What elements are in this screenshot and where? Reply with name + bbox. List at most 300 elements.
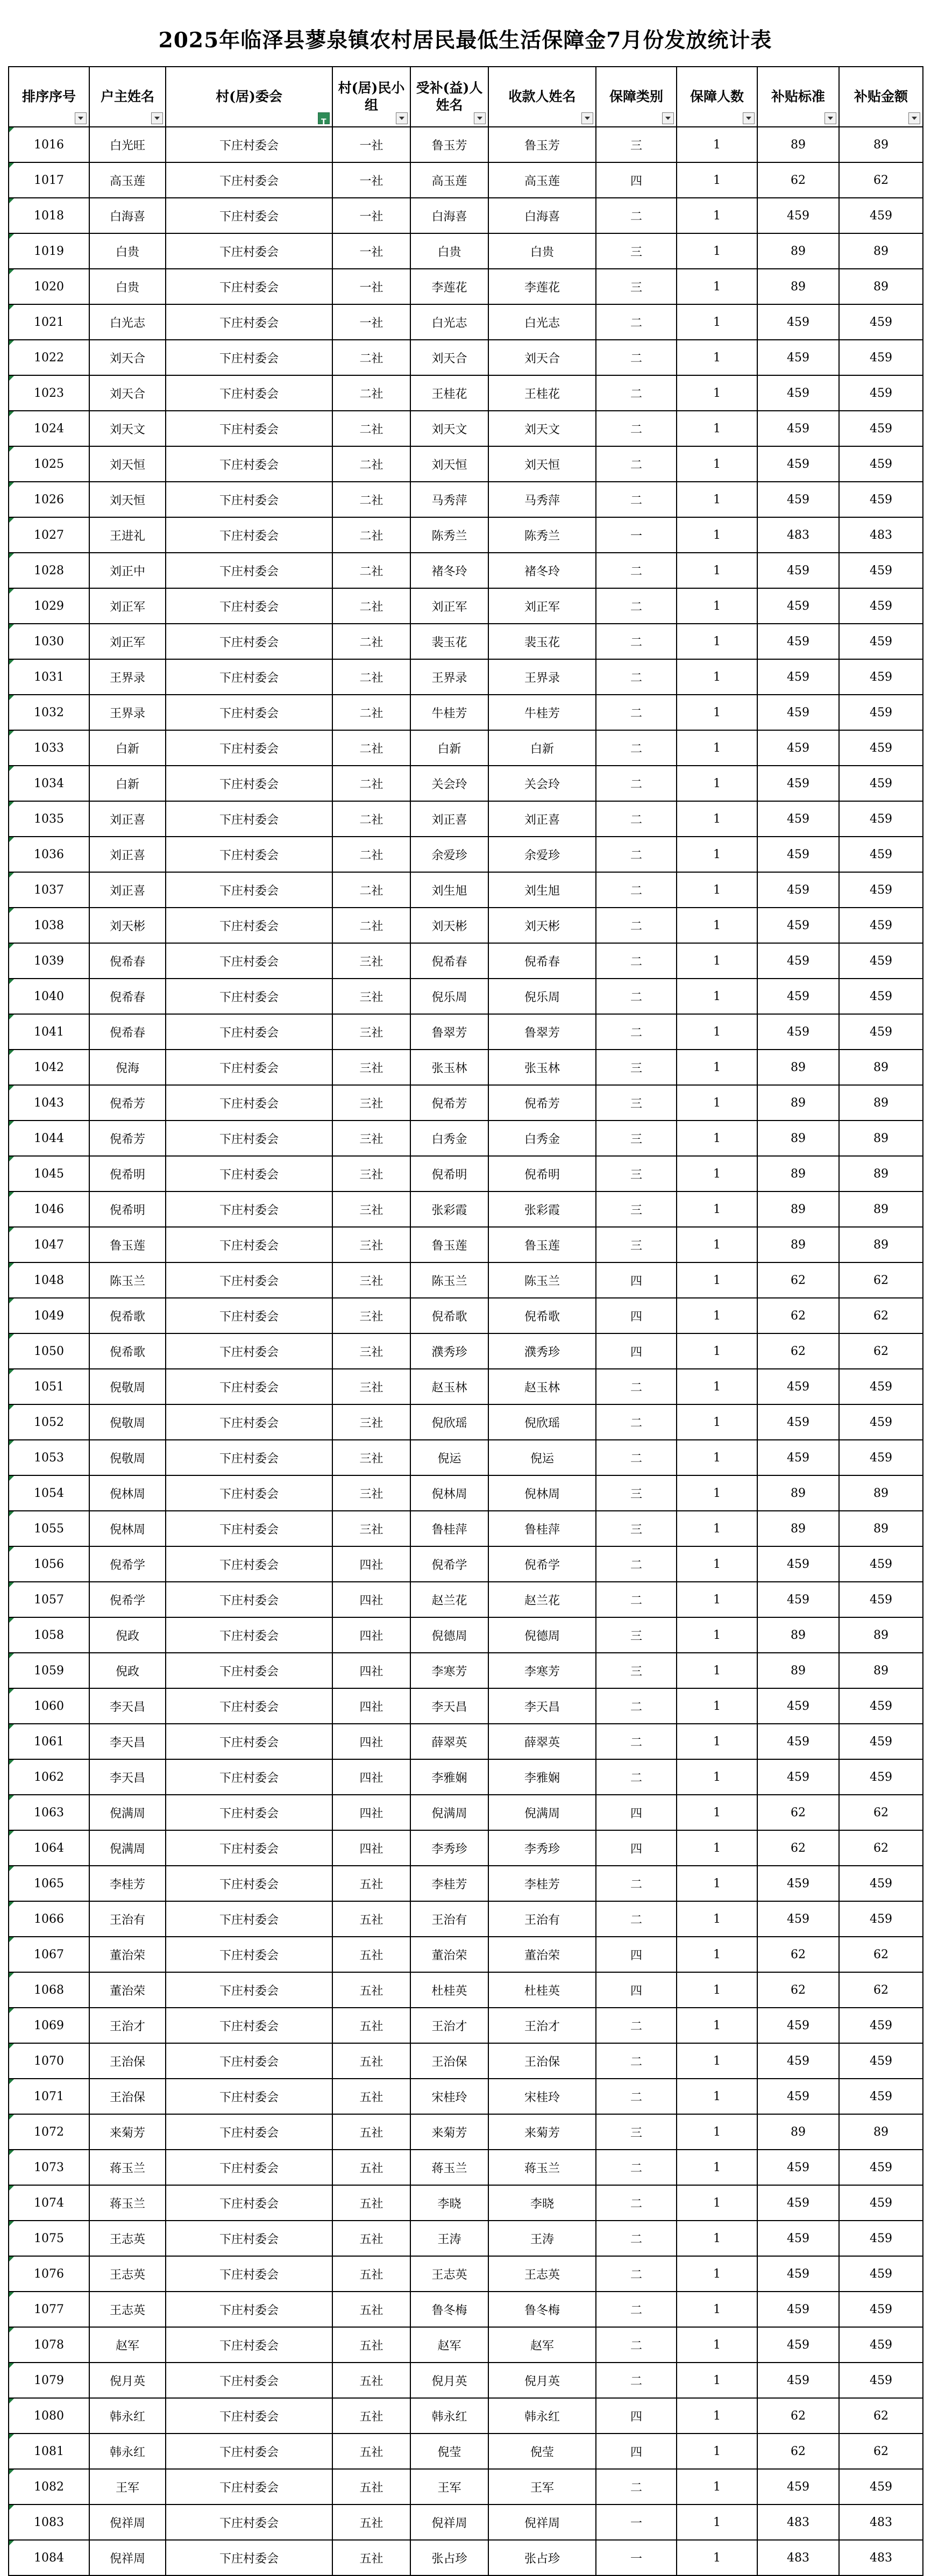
cell-amount[interactable] bbox=[839, 837, 923, 872]
cell-group[interactable] bbox=[332, 446, 410, 482]
cell-seq[interactable] bbox=[9, 1050, 89, 1085]
cell-seq[interactable] bbox=[9, 340, 89, 375]
cell-amount[interactable] bbox=[839, 2540, 923, 2575]
cell-standard[interactable] bbox=[757, 375, 839, 411]
cell-payee[interactable] bbox=[488, 2114, 596, 2150]
cell-payee[interactable] bbox=[488, 1404, 596, 1440]
cell-standard[interactable] bbox=[757, 1724, 839, 1759]
cell-category[interactable] bbox=[596, 2292, 677, 2327]
cell-householder[interactable] bbox=[89, 1050, 166, 1085]
cell-beneficiary[interactable] bbox=[410, 1440, 488, 1475]
cell-payee[interactable] bbox=[488, 2043, 596, 2079]
cell-payee[interactable] bbox=[488, 1333, 596, 1369]
cell-payee[interactable] bbox=[488, 2434, 596, 2469]
cell-householder[interactable] bbox=[89, 872, 166, 908]
cell-group[interactable] bbox=[332, 375, 410, 411]
cell-category[interactable] bbox=[596, 624, 677, 659]
cell-persons[interactable] bbox=[677, 2221, 757, 2256]
cell-payee[interactable] bbox=[488, 2292, 596, 2327]
cell-amount[interactable] bbox=[839, 1546, 923, 1582]
cell-householder[interactable] bbox=[89, 1546, 166, 1582]
cell-payee[interactable] bbox=[488, 943, 596, 979]
cell-beneficiary[interactable] bbox=[410, 872, 488, 908]
cell-beneficiary[interactable] bbox=[410, 659, 488, 695]
cell-beneficiary[interactable] bbox=[410, 1724, 488, 1759]
cell-persons[interactable] bbox=[677, 908, 757, 943]
cell-group[interactable] bbox=[332, 837, 410, 872]
cell-beneficiary[interactable] bbox=[410, 1972, 488, 2008]
cell-category[interactable] bbox=[596, 695, 677, 730]
cell-standard[interactable] bbox=[757, 2398, 839, 2434]
cell-householder[interactable] bbox=[89, 801, 166, 837]
cell-householder[interactable] bbox=[89, 766, 166, 801]
cell-payee[interactable] bbox=[488, 872, 596, 908]
cell-beneficiary[interactable] bbox=[410, 375, 488, 411]
cell-seq[interactable] bbox=[9, 1582, 89, 1617]
cell-category[interactable] bbox=[596, 553, 677, 588]
cell-group[interactable] bbox=[332, 1404, 410, 1440]
cell-seq[interactable] bbox=[9, 1511, 89, 1546]
cell-persons[interactable] bbox=[677, 1866, 757, 1901]
cell-persons[interactable] bbox=[677, 517, 757, 553]
cell-payee[interactable] bbox=[488, 1050, 596, 1085]
cell-group[interactable] bbox=[332, 411, 410, 446]
cell-persons[interactable] bbox=[677, 2363, 757, 2398]
cell-householder[interactable] bbox=[89, 624, 166, 659]
cell-payee[interactable] bbox=[488, 1582, 596, 1617]
cell-beneficiary[interactable] bbox=[410, 979, 488, 1014]
cell-seq[interactable] bbox=[9, 2185, 89, 2221]
cell-householder[interactable] bbox=[89, 411, 166, 446]
cell-householder[interactable] bbox=[89, 2079, 166, 2114]
cell-beneficiary[interactable] bbox=[410, 482, 488, 517]
cell-standard[interactable] bbox=[757, 837, 839, 872]
cell-persons[interactable] bbox=[677, 2150, 757, 2185]
cell-seq[interactable] bbox=[9, 1085, 89, 1121]
cell-village[interactable] bbox=[166, 624, 332, 659]
cell-persons[interactable] bbox=[677, 801, 757, 837]
cell-group[interactable] bbox=[332, 1937, 410, 1972]
cell-seq[interactable] bbox=[9, 1724, 89, 1759]
cell-seq[interactable] bbox=[9, 517, 89, 553]
cell-payee[interactable] bbox=[488, 1227, 596, 1262]
cell-group[interactable] bbox=[332, 1511, 410, 1546]
cell-group[interactable] bbox=[332, 872, 410, 908]
cell-persons[interactable] bbox=[677, 872, 757, 908]
cell-standard[interactable] bbox=[757, 517, 839, 553]
cell-persons[interactable] bbox=[677, 1014, 757, 1050]
cell-standard[interactable] bbox=[757, 2043, 839, 2079]
cell-village[interactable] bbox=[166, 1546, 332, 1582]
cell-payee[interactable] bbox=[488, 1191, 596, 1227]
cell-householder[interactable] bbox=[89, 1866, 166, 1901]
cell-amount[interactable] bbox=[839, 1617, 923, 1653]
cell-payee[interactable] bbox=[488, 411, 596, 446]
cell-seq[interactable] bbox=[9, 1227, 89, 1262]
cell-persons[interactable] bbox=[677, 2434, 757, 2469]
cell-category[interactable] bbox=[596, 1653, 677, 1688]
cell-amount[interactable] bbox=[839, 198, 923, 233]
cell-persons[interactable] bbox=[677, 2504, 757, 2540]
cell-payee[interactable] bbox=[488, 766, 596, 801]
cell-category[interactable] bbox=[596, 1972, 677, 2008]
cell-payee[interactable] bbox=[488, 837, 596, 872]
cell-householder[interactable] bbox=[89, 446, 166, 482]
cell-category[interactable] bbox=[596, 588, 677, 624]
cell-group[interactable] bbox=[332, 2256, 410, 2292]
cell-group[interactable] bbox=[332, 2114, 410, 2150]
cell-persons[interactable] bbox=[677, 2008, 757, 2043]
cell-seq[interactable] bbox=[9, 2079, 89, 2114]
cell-amount[interactable] bbox=[839, 2434, 923, 2469]
cell-standard[interactable] bbox=[757, 1369, 839, 1404]
cell-group[interactable] bbox=[332, 2540, 410, 2575]
cell-persons[interactable] bbox=[677, 340, 757, 375]
cell-persons[interactable] bbox=[677, 1050, 757, 1085]
cell-amount[interactable] bbox=[839, 695, 923, 730]
cell-standard[interactable] bbox=[757, 269, 839, 304]
cell-village[interactable] bbox=[166, 1014, 332, 1050]
cell-village[interactable] bbox=[166, 1901, 332, 1937]
cell-category[interactable] bbox=[596, 1014, 677, 1050]
cell-village[interactable] bbox=[166, 2043, 332, 2079]
cell-amount[interactable] bbox=[839, 1121, 923, 1156]
cell-village[interactable] bbox=[166, 304, 332, 340]
cell-category[interactable] bbox=[596, 659, 677, 695]
cell-payee[interactable] bbox=[488, 1759, 596, 1795]
cell-category[interactable] bbox=[596, 1262, 677, 1298]
cell-amount[interactable] bbox=[839, 2079, 923, 2114]
cell-payee[interactable] bbox=[488, 2221, 596, 2256]
cell-seq[interactable] bbox=[9, 1369, 89, 1404]
cell-householder[interactable] bbox=[89, 2256, 166, 2292]
cell-amount[interactable] bbox=[839, 1582, 923, 1617]
cell-standard[interactable] bbox=[757, 872, 839, 908]
cell-category[interactable] bbox=[596, 1369, 677, 1404]
cell-persons[interactable] bbox=[677, 943, 757, 979]
cell-group[interactable] bbox=[332, 979, 410, 1014]
cell-village[interactable] bbox=[166, 2398, 332, 2434]
cell-seq[interactable] bbox=[9, 482, 89, 517]
cell-amount[interactable] bbox=[839, 2256, 923, 2292]
cell-seq[interactable] bbox=[9, 2114, 89, 2150]
cell-village[interactable] bbox=[166, 2079, 332, 2114]
cell-householder[interactable] bbox=[89, 1688, 166, 1724]
cell-householder[interactable] bbox=[89, 1724, 166, 1759]
cell-payee[interactable] bbox=[488, 1156, 596, 1191]
cell-village[interactable] bbox=[166, 162, 332, 198]
cell-standard[interactable] bbox=[757, 1759, 839, 1795]
cell-beneficiary[interactable] bbox=[410, 1795, 488, 1830]
cell-category[interactable] bbox=[596, 1511, 677, 1546]
cell-group[interactable] bbox=[332, 2469, 410, 2504]
cell-beneficiary[interactable] bbox=[410, 2469, 488, 2504]
filter-dropdown-icon[interactable] bbox=[396, 112, 408, 124]
cell-seq[interactable] bbox=[9, 2221, 89, 2256]
cell-village[interactable] bbox=[166, 1511, 332, 1546]
cell-payee[interactable] bbox=[488, 801, 596, 837]
cell-group[interactable] bbox=[332, 1369, 410, 1404]
cell-group[interactable] bbox=[332, 1262, 410, 1298]
cell-householder[interactable] bbox=[89, 553, 166, 588]
cell-village[interactable] bbox=[166, 1759, 332, 1795]
cell-seq[interactable] bbox=[9, 1404, 89, 1440]
cell-village[interactable] bbox=[166, 2150, 332, 2185]
cell-amount[interactable] bbox=[839, 979, 923, 1014]
cell-persons[interactable] bbox=[677, 2292, 757, 2327]
cell-amount[interactable] bbox=[839, 1014, 923, 1050]
cell-standard[interactable] bbox=[757, 1404, 839, 1440]
cell-standard[interactable] bbox=[757, 1191, 839, 1227]
cell-seq[interactable] bbox=[9, 1440, 89, 1475]
cell-householder[interactable] bbox=[89, 1937, 166, 1972]
cell-persons[interactable] bbox=[677, 1688, 757, 1724]
cell-payee[interactable] bbox=[488, 2185, 596, 2221]
cell-category[interactable] bbox=[596, 411, 677, 446]
cell-amount[interactable] bbox=[839, 801, 923, 837]
cell-amount[interactable] bbox=[839, 482, 923, 517]
cell-amount[interactable] bbox=[839, 588, 923, 624]
cell-householder[interactable] bbox=[89, 1795, 166, 1830]
cell-group[interactable] bbox=[332, 1121, 410, 1156]
cell-seq[interactable] bbox=[9, 1014, 89, 1050]
cell-village[interactable] bbox=[166, 2469, 332, 2504]
cell-persons[interactable] bbox=[677, 269, 757, 304]
cell-category[interactable] bbox=[596, 1582, 677, 1617]
cell-group[interactable] bbox=[332, 2079, 410, 2114]
cell-category[interactable] bbox=[596, 2434, 677, 2469]
cell-group[interactable] bbox=[332, 1014, 410, 1050]
cell-amount[interactable] bbox=[839, 1475, 923, 1511]
cell-village[interactable] bbox=[166, 2363, 332, 2398]
cell-payee[interactable] bbox=[488, 1262, 596, 1298]
cell-payee[interactable] bbox=[488, 2363, 596, 2398]
cell-amount[interactable] bbox=[839, 1191, 923, 1227]
cell-payee[interactable] bbox=[488, 2150, 596, 2185]
cell-amount[interactable] bbox=[839, 2043, 923, 2079]
cell-amount[interactable] bbox=[839, 1901, 923, 1937]
cell-payee[interactable] bbox=[488, 127, 596, 162]
cell-amount[interactable] bbox=[839, 1759, 923, 1795]
cell-seq[interactable] bbox=[9, 943, 89, 979]
cell-group[interactable] bbox=[332, 730, 410, 766]
cell-standard[interactable] bbox=[757, 695, 839, 730]
cell-standard[interactable] bbox=[757, 2363, 839, 2398]
cell-village[interactable] bbox=[166, 340, 332, 375]
cell-category[interactable] bbox=[596, 1050, 677, 1085]
cell-persons[interactable] bbox=[677, 1227, 757, 1262]
cell-standard[interactable] bbox=[757, 1511, 839, 1546]
cell-seq[interactable] bbox=[9, 2469, 89, 2504]
cell-category[interactable] bbox=[596, 233, 677, 269]
cell-payee[interactable] bbox=[488, 1688, 596, 1724]
cell-group[interactable] bbox=[332, 624, 410, 659]
cell-persons[interactable] bbox=[677, 1582, 757, 1617]
cell-category[interactable] bbox=[596, 2079, 677, 2114]
cell-amount[interactable] bbox=[839, 1085, 923, 1121]
cell-beneficiary[interactable] bbox=[410, 2363, 488, 2398]
cell-householder[interactable] bbox=[89, 2504, 166, 2540]
cell-village[interactable] bbox=[166, 1333, 332, 1369]
cell-seq[interactable] bbox=[9, 1333, 89, 1369]
cell-payee[interactable] bbox=[488, 979, 596, 1014]
filter-dropdown-icon[interactable] bbox=[662, 112, 674, 124]
cell-payee[interactable] bbox=[488, 1830, 596, 1866]
cell-beneficiary[interactable] bbox=[410, 1546, 488, 1582]
cell-beneficiary[interactable] bbox=[410, 1937, 488, 1972]
cell-standard[interactable] bbox=[757, 1262, 839, 1298]
cell-category[interactable] bbox=[596, 1546, 677, 1582]
cell-category[interactable] bbox=[596, 837, 677, 872]
cell-payee[interactable] bbox=[488, 1546, 596, 1582]
cell-householder[interactable] bbox=[89, 1440, 166, 1475]
cell-standard[interactable] bbox=[757, 2185, 839, 2221]
cell-beneficiary[interactable] bbox=[410, 517, 488, 553]
cell-persons[interactable] bbox=[677, 1156, 757, 1191]
cell-persons[interactable] bbox=[677, 1901, 757, 1937]
cell-persons[interactable] bbox=[677, 2469, 757, 2504]
cell-beneficiary[interactable] bbox=[410, 1014, 488, 1050]
cell-amount[interactable] bbox=[839, 908, 923, 943]
cell-category[interactable] bbox=[596, 1617, 677, 1653]
cell-group[interactable] bbox=[332, 198, 410, 233]
cell-payee[interactable] bbox=[488, 2008, 596, 2043]
cell-village[interactable] bbox=[166, 1866, 332, 1901]
cell-standard[interactable] bbox=[757, 553, 839, 588]
cell-standard[interactable] bbox=[757, 304, 839, 340]
cell-category[interactable] bbox=[596, 162, 677, 198]
cell-amount[interactable] bbox=[839, 1156, 923, 1191]
cell-persons[interactable] bbox=[677, 837, 757, 872]
cell-village[interactable] bbox=[166, 1369, 332, 1404]
cell-village[interactable] bbox=[166, 1972, 332, 2008]
cell-amount[interactable] bbox=[839, 375, 923, 411]
cell-amount[interactable] bbox=[839, 1866, 923, 1901]
cell-beneficiary[interactable] bbox=[410, 162, 488, 198]
cell-householder[interactable] bbox=[89, 1617, 166, 1653]
cell-seq[interactable] bbox=[9, 2363, 89, 2398]
cell-payee[interactable] bbox=[488, 1014, 596, 1050]
cell-group[interactable] bbox=[332, 588, 410, 624]
cell-seq[interactable] bbox=[9, 2292, 89, 2327]
cell-standard[interactable] bbox=[757, 1617, 839, 1653]
cell-category[interactable] bbox=[596, 269, 677, 304]
cell-village[interactable] bbox=[166, 1440, 332, 1475]
cell-group[interactable] bbox=[332, 1298, 410, 1333]
cell-category[interactable] bbox=[596, 482, 677, 517]
cell-payee[interactable] bbox=[488, 482, 596, 517]
cell-category[interactable] bbox=[596, 1688, 677, 1724]
cell-persons[interactable] bbox=[677, 304, 757, 340]
cell-village[interactable] bbox=[166, 730, 332, 766]
cell-householder[interactable] bbox=[89, 695, 166, 730]
cell-householder[interactable] bbox=[89, 588, 166, 624]
cell-group[interactable] bbox=[332, 1866, 410, 1901]
cell-persons[interactable] bbox=[677, 1546, 757, 1582]
cell-group[interactable] bbox=[332, 1475, 410, 1511]
cell-beneficiary[interactable] bbox=[410, 1582, 488, 1617]
cell-group[interactable] bbox=[332, 908, 410, 943]
cell-householder[interactable] bbox=[89, 1901, 166, 1937]
cell-village[interactable] bbox=[166, 375, 332, 411]
cell-householder[interactable] bbox=[89, 2008, 166, 2043]
cell-group[interactable] bbox=[332, 1227, 410, 1262]
cell-category[interactable] bbox=[596, 1759, 677, 1795]
cell-group[interactable] bbox=[332, 2292, 410, 2327]
cell-village[interactable] bbox=[166, 482, 332, 517]
cell-persons[interactable] bbox=[677, 624, 757, 659]
cell-beneficiary[interactable] bbox=[410, 2150, 488, 2185]
cell-householder[interactable] bbox=[89, 1830, 166, 1866]
cell-beneficiary[interactable] bbox=[410, 2114, 488, 2150]
cell-village[interactable] bbox=[166, 1050, 332, 1085]
cell-village[interactable] bbox=[166, 2504, 332, 2540]
cell-group[interactable] bbox=[332, 1688, 410, 1724]
cell-persons[interactable] bbox=[677, 1759, 757, 1795]
cell-village[interactable] bbox=[166, 588, 332, 624]
cell-seq[interactable] bbox=[9, 1617, 89, 1653]
cell-category[interactable] bbox=[596, 1724, 677, 1759]
cell-persons[interactable] bbox=[677, 2185, 757, 2221]
cell-village[interactable] bbox=[166, 1121, 332, 1156]
cell-householder[interactable] bbox=[89, 2114, 166, 2150]
cell-amount[interactable] bbox=[839, 446, 923, 482]
cell-beneficiary[interactable] bbox=[410, 1475, 488, 1511]
cell-group[interactable] bbox=[332, 2327, 410, 2363]
cell-seq[interactable] bbox=[9, 2398, 89, 2434]
cell-category[interactable] bbox=[596, 2185, 677, 2221]
cell-group[interactable] bbox=[332, 2008, 410, 2043]
cell-category[interactable] bbox=[596, 2398, 677, 2434]
cell-standard[interactable] bbox=[757, 1830, 839, 1866]
filter-dropdown-icon[interactable] bbox=[151, 112, 163, 124]
cell-persons[interactable] bbox=[677, 446, 757, 482]
cell-householder[interactable] bbox=[89, 1404, 166, 1440]
cell-category[interactable] bbox=[596, 872, 677, 908]
cell-persons[interactable] bbox=[677, 2114, 757, 2150]
cell-standard[interactable] bbox=[757, 1937, 839, 1972]
cell-seq[interactable] bbox=[9, 233, 89, 269]
cell-village[interactable] bbox=[166, 1475, 332, 1511]
cell-seq[interactable] bbox=[9, 1262, 89, 1298]
cell-persons[interactable] bbox=[677, 979, 757, 1014]
cell-householder[interactable] bbox=[89, 2434, 166, 2469]
cell-householder[interactable] bbox=[89, 2469, 166, 2504]
cell-seq[interactable] bbox=[9, 659, 89, 695]
cell-seq[interactable] bbox=[9, 2504, 89, 2540]
cell-persons[interactable] bbox=[677, 553, 757, 588]
cell-amount[interactable] bbox=[839, 766, 923, 801]
cell-category[interactable] bbox=[596, 2043, 677, 2079]
cell-beneficiary[interactable] bbox=[410, 730, 488, 766]
cell-householder[interactable] bbox=[89, 2398, 166, 2434]
filter-active-icon[interactable] bbox=[318, 112, 330, 124]
cell-payee[interactable] bbox=[488, 233, 596, 269]
cell-householder[interactable] bbox=[89, 482, 166, 517]
cell-amount[interactable] bbox=[839, 1404, 923, 1440]
cell-beneficiary[interactable] bbox=[410, 2540, 488, 2575]
cell-seq[interactable] bbox=[9, 2540, 89, 2575]
cell-persons[interactable] bbox=[677, 2398, 757, 2434]
cell-group[interactable] bbox=[332, 2185, 410, 2221]
cell-beneficiary[interactable] bbox=[410, 1901, 488, 1937]
cell-group[interactable] bbox=[332, 304, 410, 340]
cell-seq[interactable] bbox=[9, 730, 89, 766]
cell-village[interactable] bbox=[166, 2185, 332, 2221]
cell-householder[interactable] bbox=[89, 1298, 166, 1333]
cell-seq[interactable] bbox=[9, 1830, 89, 1866]
cell-category[interactable] bbox=[596, 1795, 677, 1830]
